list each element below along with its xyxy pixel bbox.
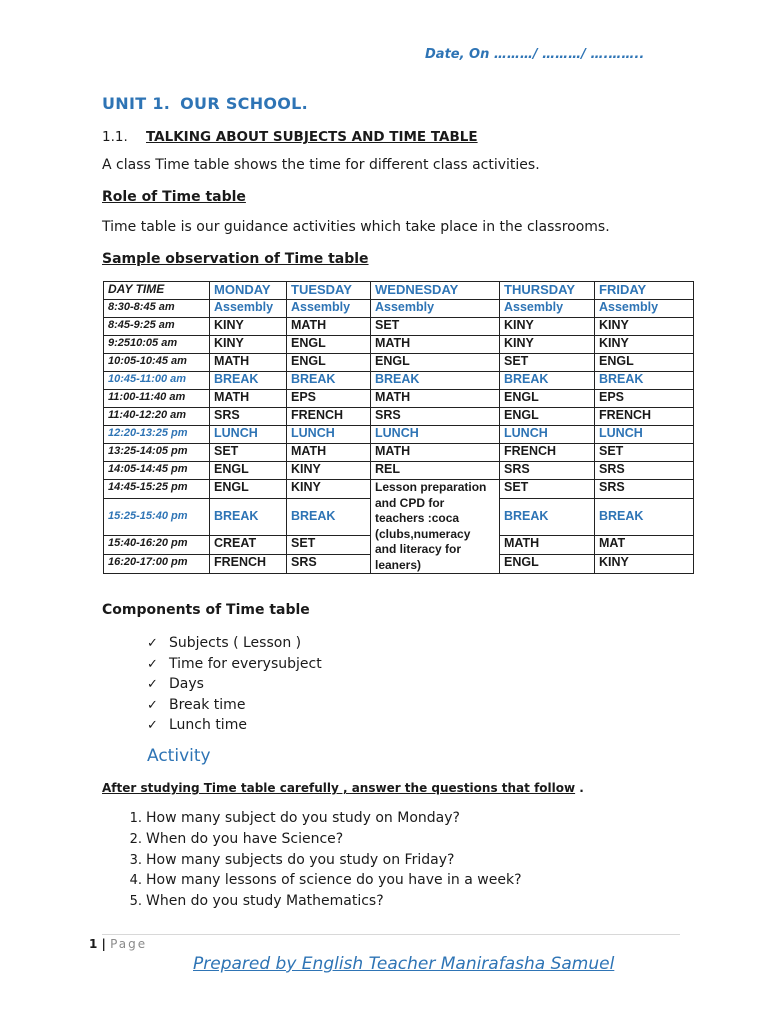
header-cell: TUESDAY [287,282,371,300]
instruction-end: . [575,781,584,795]
page-label: Page [110,937,148,951]
table-cell: SET [210,444,287,462]
list-item [102,891,522,912]
table-cell: SRS [371,408,500,426]
list-item-label: Break time [169,696,246,713]
list-item [147,715,322,736]
date-line: Date, On ………/ ………/ ….…….. [425,47,645,62]
table-cell: Assembly [210,300,287,318]
table-cell: Assembly [371,300,500,318]
list-item [147,633,322,654]
table-cell: KINY [500,336,595,354]
table-cell: ENGL [500,554,595,573]
table-cell: BREAK [595,372,694,390]
time-cell: 14:45-15:25 pm [104,480,210,499]
components-heading: Components of Time table [102,602,310,618]
table-cell: REL [371,462,500,480]
table-cell: SET [595,444,694,462]
table-cell: MATH [210,390,287,408]
table-cell: BREAK [287,499,371,536]
table-cell: SRS [595,480,694,499]
unit-title: OUR SCHOOL. [180,94,309,113]
checkmark-icon: ✓ [147,636,158,651]
checkmark-icon: ✓ [147,656,158,672]
table-cell: ENGL [210,480,287,499]
table-cell: LUNCH [210,426,287,444]
list-item-label: Days [169,676,204,692]
table-cell: SRS [210,408,287,426]
table-cell: ENGL [287,354,371,372]
table-cell: ENGL [371,354,500,372]
list-item [102,829,522,850]
list-item-label: Subjects ( Lesson ) [169,635,302,651]
table-cell: Assembly [595,300,694,318]
table-cell: ENGL [500,408,595,426]
list-item [147,695,322,716]
table-row [104,336,694,354]
time-cell: 13:25-14:05 pm [104,444,210,462]
list-item-label: Time for everysubject [169,655,322,672]
table-cell: MATH [210,354,287,372]
prepared-by: Prepared by English Teacher Manirafasha Samuel [193,954,615,974]
table-cell: EPS [287,390,371,408]
table-cell: BREAK [210,372,287,390]
list-item [102,870,522,891]
table-cell: BREAK [210,499,287,536]
question-text: When do you study Mathematics? [146,893,384,910]
page-number-value: 1 [89,937,98,951]
table-cell: SET [500,354,595,372]
list-item [102,808,522,829]
table-cell: BREAK [287,372,371,390]
table-cell: SRS [595,462,694,480]
time-cell: 15:40-16:20 pm [104,535,210,554]
table-row [104,426,694,444]
question-number: 1. [129,811,142,826]
activity-heading: Activity [147,746,211,766]
table-cell: SET [287,535,371,554]
table-cell: KINY [287,480,371,499]
time-cell: 8:45-9:25 am [104,318,210,336]
section-title: TALKING ABOUT SUBJECTS AND TIME TABLE [146,129,478,145]
role-heading: Role of Time table [102,189,246,205]
table-cell: KINY [210,318,287,336]
table-cell: MATH [287,444,371,462]
table-cell: FRENCH [210,554,287,573]
table-cell: LUNCH [595,426,694,444]
timetable [103,281,694,574]
table-row [104,318,694,336]
time-cell: 10:45-11:00 am [104,372,210,390]
table-row [104,480,694,499]
unit-heading [102,94,318,113]
time-cell: 11:40-12:20 am [104,408,210,426]
table-cell: BREAK [595,499,694,536]
table-cell: KINY [595,318,694,336]
table-cell: KINY [500,318,595,336]
checkmark-icon: ✓ [147,718,158,733]
time-cell: 11:00-11:40 am [104,390,210,408]
header-cell: WEDNESDAY [371,282,500,300]
question-text: How many subjects do you study on Friday? [146,851,455,868]
table-cell: KINY [210,336,287,354]
time-cell: 16:20-17:00 pm [104,554,210,573]
table-cell: ENGL [595,354,694,372]
table-cell: EPS [595,390,694,408]
unit-number: UNIT 1. [102,94,171,113]
question-text: How many lessons of science do you have in a week? [146,872,522,889]
table-row [104,462,694,480]
table-cell: MAT [595,535,694,554]
question-number: 4. [129,873,142,889]
checkmark-icon: ✓ [147,677,158,692]
list-item [147,654,322,675]
timetable-header-row [104,282,694,300]
table-cell: MATH [371,444,500,462]
table-row [104,408,694,426]
table-cell: ENGL [500,390,595,408]
table-cell: KINY [595,554,694,573]
table-cell: KINY [595,336,694,354]
table-cell: ENGL [287,336,371,354]
section-heading [102,129,478,145]
question-number: 3. [129,852,142,868]
page-separator: | [97,937,111,951]
table-cell: SET [500,480,595,499]
table-cell: FRENCH [287,408,371,426]
table-row [104,300,694,318]
table-cell: LUNCH [371,426,500,444]
table-cell: LUNCH [287,426,371,444]
table-cell: CREAT [210,535,287,554]
components-list [147,633,322,736]
table-row [104,444,694,462]
table-cell: Assembly [500,300,595,318]
time-cell: 14:05-14:45 pm [104,462,210,480]
header-cell: THURSDAY [500,282,595,300]
table-cell: BREAK [500,499,595,536]
table-cell: Assembly [287,300,371,318]
time-cell: 10:05-10:45 am [104,354,210,372]
table-cell: KINY [287,462,371,480]
list-item [102,850,522,871]
table-cell: BREAK [371,372,500,390]
instruction-text: After studying Time table carefully , answer the questions that follow [102,781,576,795]
header-cell: MONDAY [210,282,287,300]
table-cell: MATH [371,336,500,354]
question-number: 5. [129,894,142,910]
table-cell: MATH [371,390,500,408]
table-cell: LUNCH [500,426,595,444]
activity-instruction [102,781,584,795]
table-cell: SRS [287,554,371,573]
sample-heading: Sample observation of Time table [102,251,369,267]
merged-cell-lesson-preparation: Lesson preparation and CPD for teachers :coca (clubs,numeracy and literacy for leaners) [371,480,500,574]
time-cell: 9:2510:05 am [104,336,210,354]
table-cell: FRENCH [500,444,595,462]
question-text: When do you have Science? [146,830,344,847]
time-cell: 8:30-8:45 am [104,300,210,318]
intro-paragraph: A class Time table shows the time for different class activities. [102,157,540,173]
question-text: How many subject do you study on Monday? [146,810,460,826]
questions-list [102,808,522,912]
checkmark-icon: ✓ [147,697,158,713]
list-item [147,674,322,695]
table-cell: SET [371,318,500,336]
page-number [89,937,147,951]
role-paragraph: Time table is our guidance activities which take place in the classrooms. [102,219,610,235]
table-cell: SRS [500,462,595,480]
list-item-label: Lunch time [169,717,247,733]
table-cell: MATH [287,318,371,336]
time-cell: 15:25-15:40 pm [104,499,210,536]
table-cell: ENGL [210,462,287,480]
question-number: 2. [129,831,142,847]
section-number: 1.1. [102,129,128,145]
table-cell: BREAK [500,372,595,390]
table-row [104,354,694,372]
footer-divider [102,934,680,935]
time-cell: 12:20-13:25 pm [104,426,210,444]
header-cell: FRIDAY [595,282,694,300]
table-row [104,390,694,408]
table-cell: MATH [500,535,595,554]
header-cell: DAY TIME [104,282,210,300]
table-row [104,372,694,390]
table-cell: FRENCH [595,408,694,426]
